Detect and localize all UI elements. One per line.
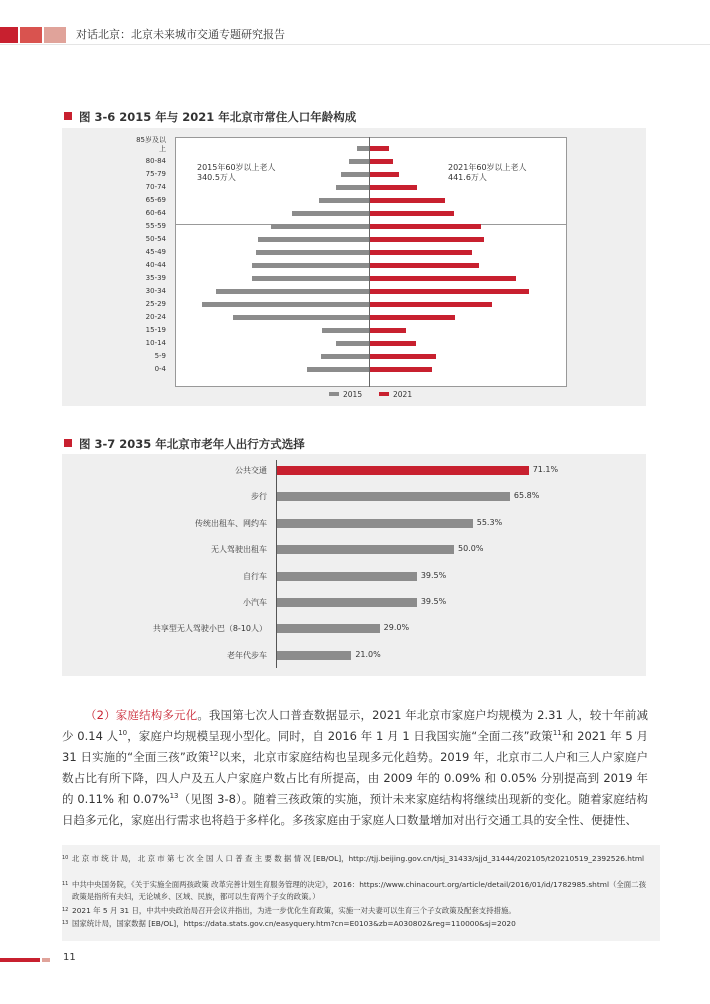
footer-accent-bar: [0, 958, 40, 962]
footnote-13: [62, 918, 648, 930]
figure-3-7-title: [64, 436, 305, 452]
bar-value-label: 21.0%: [355, 649, 381, 659]
bar-2015: [349, 159, 369, 164]
bar-value-label: 65.8%: [513, 491, 540, 501]
legend-label: 2015: [343, 390, 363, 399]
bullet-square-icon: [64, 439, 72, 447]
bar-2015: [258, 237, 369, 242]
age-group-label: 75-79: [145, 170, 166, 178]
footnote-text: 国家统计局，国家数据 [EB/OL]，https://data.stats.gov.cn/easyquery.htm?cn=E0103&zb=A030802&reg=110000&sj=2020: [72, 919, 516, 928]
footnote-ref: 13: [169, 792, 179, 801]
running-header-title: 对话北京：北京未来城市交通专题研究报告: [76, 28, 285, 41]
bar: [277, 624, 380, 633]
age-group-label: 70-74: [145, 183, 166, 191]
bar-category-label: 公共交通: [235, 466, 267, 475]
bar: [277, 519, 473, 528]
age-group-label: 80-84: [145, 157, 166, 165]
bar-value-label: 71.1%: [532, 465, 559, 474]
age-group-label: 50-54: [145, 235, 166, 243]
bar-category-label: 无人驾驶出租车: [211, 545, 267, 555]
bar-2021: [370, 367, 432, 372]
bar-2015: [336, 341, 369, 346]
bar-2015: [252, 276, 369, 281]
footnote-text: 中共中央国务院，《关于实施全面两孩政策 改革完善计划生育服务管理的决定》，2016：https://www.chinacourt.org/article/detail/2016/01/id/1782985.shtml（全面二孩政策是指所有夫妇，无论城乡、区域、民族，都可以生育两个子女的政策。）: [72, 880, 646, 901]
bullet-square-icon: [64, 112, 72, 120]
bar-2021: [370, 224, 481, 229]
bar-2021: [370, 146, 389, 151]
legend-swatch-red: [379, 392, 389, 396]
bar-2015: [322, 328, 369, 333]
age-group-label: 10-14: [145, 339, 166, 347]
bar-2015: [319, 198, 369, 203]
pyramid-center-axis: [369, 137, 370, 387]
legend-swatch-gray: [329, 392, 339, 396]
footnote-ref: 12: [209, 750, 219, 759]
text-run: 以来，北京市家庭结构也呈现多元化趋势。2019 年，北京市二人户和三人户家庭户数占比有所下降，四人户及五人户家庭户数占比有所提高，由 2009 年的 0.09% 和 0.05% 分别提高到 2019 年的 0.11% 和 0.07%: [62, 750, 648, 806]
bar-2015: [202, 302, 369, 307]
bar-2015: [292, 211, 369, 216]
figure-3-7-background: [62, 454, 646, 676]
text-run: 。我国第七次人口普查数据显示，2021 年北京市家庭户均规模为 2.31 人，较十年前减少 0.14 人: [62, 708, 648, 743]
footnote-12: [62, 905, 648, 917]
age-group-label: 25-29: [145, 300, 166, 308]
bar-value-label: 50.0%: [458, 544, 484, 554]
age-group-label: 15-19: [145, 326, 166, 334]
bar-2015: [341, 172, 369, 177]
bar-value-label: 39.5%: [420, 597, 447, 606]
bar-value-label: 29.0%: [383, 623, 410, 633]
figure-3-6-title: [64, 109, 356, 125]
header-accent-bar: [20, 27, 42, 43]
footnote-ref: 10: [118, 729, 128, 738]
bar-2021: [370, 159, 393, 164]
bar-category-label: 小汽车: [243, 598, 267, 607]
bar: [277, 651, 351, 660]
footnote-10: [62, 853, 648, 865]
bar: [277, 492, 510, 501]
age-group-label: 30-34: [145, 287, 166, 295]
age-group-label: 20-24: [145, 313, 166, 321]
legend-item-2015: [329, 390, 362, 399]
bar-2021: [370, 185, 417, 190]
bar-2021: [370, 263, 479, 268]
footnote-number: 11: [62, 881, 69, 887]
bar-2021: [370, 237, 484, 242]
bar-value-label: 39.5%: [420, 570, 447, 580]
header-accent-bar: [44, 27, 66, 43]
bar-value-label: 55.3%: [476, 517, 503, 527]
bar-category-label: 共享型无人驾驶小巴（8-10人）: [152, 624, 267, 634]
legend-item-2021: [379, 390, 412, 399]
bar: [277, 466, 529, 475]
bar-2015: [357, 146, 369, 151]
bar-category-label: 老年代步车: [227, 650, 267, 660]
age-group-label: 40-44: [145, 261, 166, 269]
bar-2021: [370, 354, 436, 359]
bar-2015: [252, 263, 369, 268]
bar-2021: [370, 198, 445, 203]
figure-title-text: 图 3-6 2015 年与 2021 年北京市常住人口年龄构成: [79, 110, 357, 124]
body-paragraph: [62, 705, 648, 831]
bar: [277, 598, 417, 607]
bar-2015: [256, 250, 369, 255]
footnote-11: [62, 879, 648, 903]
age-group-label: 45-49: [145, 248, 166, 256]
bar-2021: [370, 289, 529, 294]
bar: [277, 572, 417, 581]
age-group-label: 5-9: [154, 352, 166, 360]
header-accent-bar: [0, 27, 18, 43]
footnote-number: 12: [62, 907, 69, 913]
bar-category-label: 自行车: [243, 571, 267, 581]
bar-2021: [370, 315, 455, 320]
footnote-text: 北 京 市 统 计 局， 北 京 市 第 七 次 全 国 人 口 普 查 主 要 数 据 情 况 [EB/OL]，http://tjj.beijing.gov.cn/tjsj_31433/sjjd_31444/202105/t20210519_2392526.html: [72, 854, 645, 863]
bar-2015: [216, 289, 369, 294]
bar-2015: [336, 185, 369, 190]
age-group-label: 85岁及以上: [136, 136, 166, 153]
bar-2015: [271, 224, 369, 229]
legend-label: 2021: [393, 390, 413, 399]
age-group-label: 55-59: [145, 222, 166, 230]
bar-category-label: 传统出租车、网约车: [195, 518, 267, 528]
header-divider: [0, 44, 710, 45]
figure-title-text: 图 3-7 2035 年北京市老年人出行方式选择: [79, 437, 305, 451]
bar-2021: [370, 276, 516, 281]
footnote-number: 10: [62, 855, 69, 861]
bar-2021: [370, 328, 406, 333]
bar-2021: [370, 172, 399, 177]
bar-category-label: 步行: [251, 492, 267, 502]
age-group-label: 0-4: [154, 365, 166, 373]
bar-2021: [370, 302, 492, 307]
footnote-ref: 11: [552, 729, 562, 738]
age-group-label: 35-39: [145, 274, 166, 282]
bar: [277, 545, 454, 554]
footnote-text: 2021 年 5 月 31 日，中共中央政治局召开会议并指出，为进一步优化生育政策，实施一对夫妻可以生育三个子女政策及配套支持措施。: [72, 906, 516, 915]
bar-2015: [233, 315, 369, 320]
bar-2021: [370, 211, 454, 216]
section-heading: （2）家庭结构多元化: [85, 708, 198, 722]
page-number: 11: [63, 952, 76, 963]
note-2015-elderly: 2015年60岁以上老人 340.5万人: [197, 163, 276, 182]
bar-2015: [307, 367, 369, 372]
footnote-number: 13: [62, 920, 69, 926]
bar-2021: [370, 341, 416, 346]
text-run: ，家庭户均规模呈现小型化。同时，自 2016 年 1 月 1 日我国实施“全面二孩”政策: [127, 729, 553, 743]
bar-2015: [321, 354, 369, 359]
age-group-label: 60-64: [145, 209, 166, 217]
age-group-label: 65-69: [145, 196, 166, 204]
note-2021-elderly: 2021年60岁以上老人 441.6万人: [448, 163, 527, 182]
footer-accent-bar: [42, 958, 50, 962]
bar-2021: [370, 250, 472, 255]
text-run: 和 2021 年 5 月 31 日实施的“全面三孩”政策: [62, 729, 648, 764]
text-run: （见图 3-8）。随着三孩政策的实施，预计未来家庭结构将继续出现新的变化。随着家庭结构日趋多元化，家庭出行需求也将趋于多样化。多孩家庭由于家庭人口数量增加对出行交通工具的安全性、便捷性、: [62, 792, 648, 827]
bar-chart-axis: [276, 460, 277, 668]
